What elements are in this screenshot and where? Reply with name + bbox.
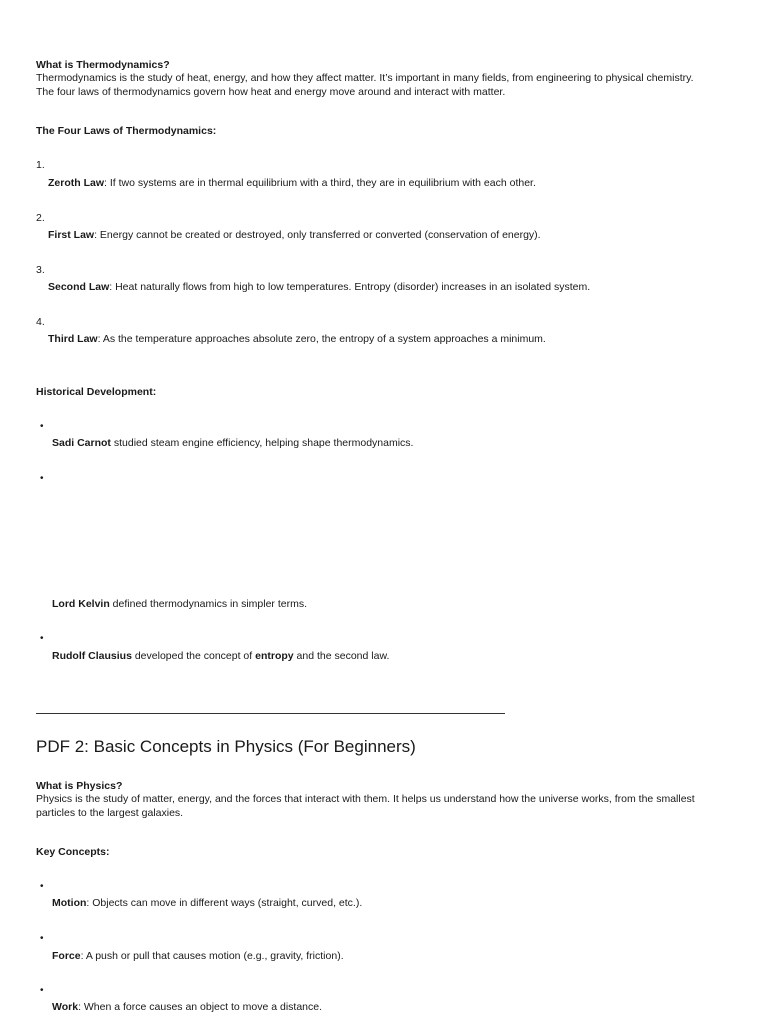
intro-line: particles to the largest galaxies.: [36, 806, 184, 819]
law-number: 4.: [36, 316, 45, 328]
law-item-first: [48, 229, 541, 241]
concept-term: Work: [52, 1001, 79, 1013]
bullet-marker: •: [40, 881, 44, 892]
law-item-third: [48, 333, 546, 345]
law-item-zeroth: [48, 177, 536, 189]
concept-text: : When a force causes an object to move a distance.: [78, 1001, 323, 1013]
history-item-clausius: [52, 650, 389, 662]
physics-intro: [36, 793, 736, 820]
history-text: studied steam engine efficiency, helping shape thermodynamics.: [110, 437, 414, 449]
laws-heading: The Four Laws of Thermodynamics:: [36, 125, 217, 137]
concept-term: Motion: [52, 897, 87, 909]
bullet-marker: •: [40, 633, 44, 644]
law-term: Second Law: [48, 281, 110, 293]
concept-item-motion: [52, 897, 362, 909]
section-title: PDF 2: Basic Concepts in Physics (For Beginners): [36, 737, 416, 756]
history-text: developed the concept of: [131, 650, 256, 662]
law-text: : As the temperature approaches absolute zero, the entropy of a system approaches a minimum.: [97, 333, 546, 345]
history-term: Rudolf Clausius: [52, 650, 132, 662]
law-number: 3.: [36, 264, 45, 276]
history-term: Sadi Carnot: [52, 437, 111, 449]
bullet-marker: •: [40, 933, 44, 944]
concept-text: : Objects can move in different ways (straight, curved, etc.).: [86, 897, 363, 909]
concept-item-work: [52, 1001, 322, 1013]
law-text: : Energy cannot be created or destroyed, only transferred or converted (conservation of energy).: [94, 229, 541, 241]
concepts-heading: Key Concepts:: [36, 846, 110, 858]
law-term: First Law: [48, 229, 95, 241]
bullet-marker: •: [40, 473, 44, 484]
bullet-marker: •: [40, 985, 44, 996]
history-item-carnot: [52, 437, 413, 449]
history-text: defined thermodynamics in simpler terms.: [109, 598, 308, 610]
concept-item-force: [52, 950, 344, 962]
law-item-second: [48, 281, 590, 293]
concept-term: Force: [52, 950, 81, 962]
history-item-kelvin: [52, 598, 307, 610]
section-divider: [36, 713, 505, 714]
law-number: 2.: [36, 212, 45, 224]
history-text: and the second law.: [293, 650, 390, 662]
intro-line: Thermodynamics is the study of heat, energy, and how they affect matter. It’s important in many fields, from engineering to physical chemistry.: [36, 72, 694, 84]
concept-text: : A push or pull that causes motion (e.g., gravity, friction).: [80, 950, 344, 962]
intro-line: Physics is the study of matter, energy, and the forces that interact with them. It helps us understand how the universe works, from the smallest: [36, 793, 695, 805]
intro-line: The four laws of thermodynamics govern how heat and energy move around and interact with matter.: [36, 85, 506, 98]
bullet-marker: •: [40, 421, 44, 432]
thermodynamics-intro: [36, 72, 736, 99]
history-heading: Historical Development:: [36, 386, 157, 398]
law-number: 1.: [36, 159, 45, 171]
law-text: : Heat naturally flows from high to low temperatures. Entropy (disorder) increases in an isolated system.: [109, 281, 591, 293]
history-term: entropy: [255, 650, 294, 662]
law-term: Third Law: [48, 333, 98, 345]
physics-heading: What is Physics?: [36, 780, 123, 792]
thermodynamics-heading: What is Thermodynamics?: [36, 59, 170, 71]
law-term: Zeroth Law: [48, 177, 105, 189]
law-text: : If two systems are in thermal equilibrium with a third, they are in equilibrium with each other.: [104, 177, 536, 189]
history-term: Lord Kelvin: [52, 598, 110, 610]
